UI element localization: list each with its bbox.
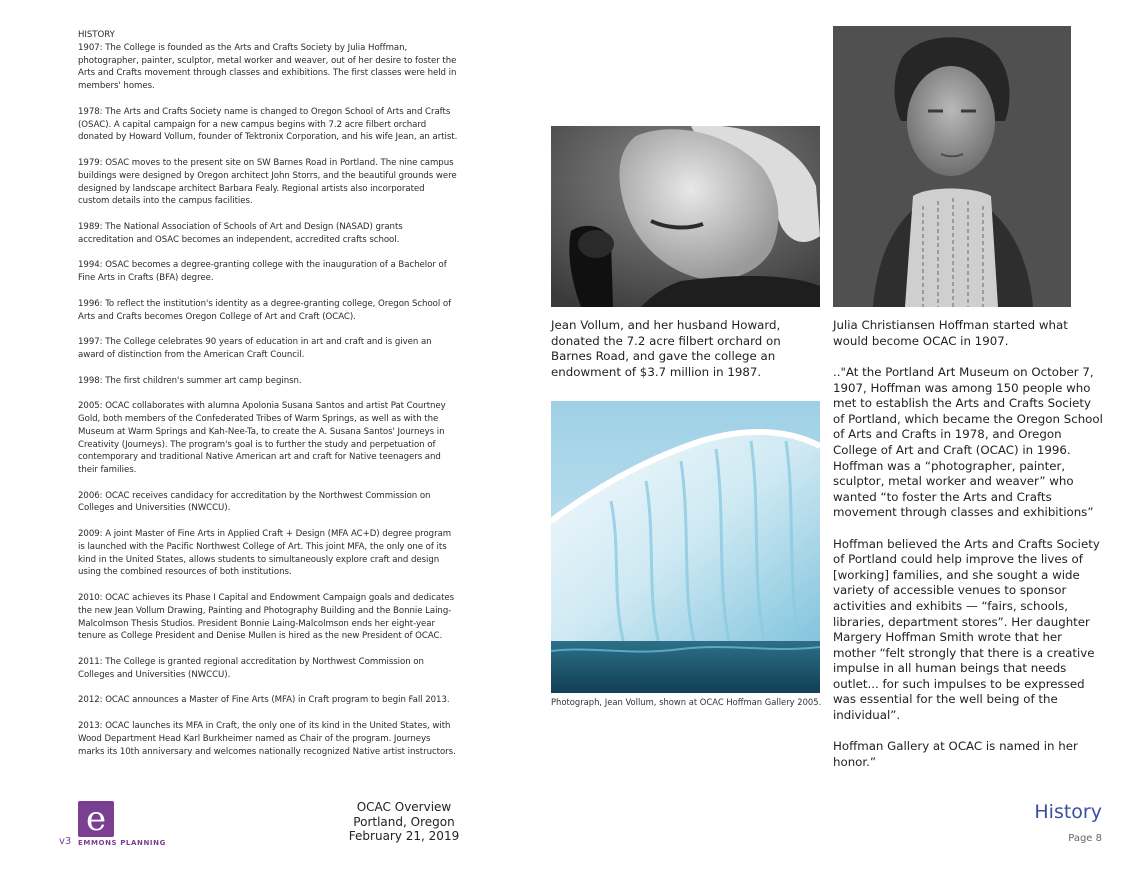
history-entry: 1979: OSAC moves to the present site on SW Barnes Road in Portland. The nine campus buildings were designed by Oregon architect John Storrs, and the beautiful grounds were designed by landscape architect Barbara Fealy. Regional artists also incorporated custom details into the campus facilities. [78,157,457,207]
quote-paragraph: Hoffman believed the Arts and Crafts Society of Portland could help improve the lives of [working] families, and she sought a wide variety of accessible venues to sponsor activities and exhibits — “fairs, schools, libraries, department stores”. Her daughter Margery Hoffman Smith wrote that her mother “felt strongly that there is a creative impulse in all human beings that needs outlet... for such impulses to be expressed was essential for the well being of the individual”. [833,536,1100,723]
quote-paragraph: .."At the Portland Art Museum on October 7, 1907, Hoffman was among 150 people who met to establish the Arts and Crafts Society of Portland, which became the Oregon School of Arts and Crafts in 1978, and Oregon College of Art and Craft (OCAC) in 1996. Hoffman was a “photographer, painter, sculptor, metal worker and weaver” who wanted “to foster the Arts and Crafts movement through classes and exhibitions” [833,365,1103,520]
history-entry: 2011: The College is granted regional accreditation by Northwest Commission on Colleges and Universities (NWCCU). [78,657,424,680]
history-entry: 2005: OCAC collaborates with alumna Apolonia Susana Santos and artist Pat Courtney Gold, both members of the Confederated Tribes of Warm Springs, as well as with the Museum at Warm Springs and Kah-Nee-Ta, to create the A. Susana Santos' Journeys in Creativity (Journeys). The program's goal is to further the study and perpetuation of contemporary and traditional Native American art and craft for Native teenagers and their families. [78,401,446,476]
history-entry: 1997: The College celebrates 90 years of education in art and craft and is given an award of distinction from the American Craft Council. [78,337,432,360]
section-title: History [1034,801,1102,823]
history-entry: 1998: The first children's summer art camp beginsn. [78,375,302,386]
history-entry: 1907: The College is founded as the Arts and Crafts Society by Julia Hoffman, photographer, painter, sculptor, metal worker and weaver, out of her desire to foster the Arts and Crafts movement through classes and exhibitions. The first classes were held in members' homes. [78,42,457,92]
document-title: OCAC Overview [356,800,452,814]
history-entry: 1996: To reflect the institution's identity as a degree-granting college, Oregon School of Arts and Crafts becomes Oregon College of Art and Craft (OCAC). [78,298,452,322]
hoffman-quote [833,365,1103,786]
emmons-logo [78,801,114,837]
history-entry: 2012: OCAC announces a Master of Fine Arts (MFA) in Craft program to begin Fall 2013. [78,695,450,706]
jean-vollum-caption: Jean Vollum, and her husband Howard, donated the 7.2 acre filbert orchard on Barnes Road, and gave the college an endowment of $3.7 million in 1987. [551,318,781,379]
iceberg-photo [551,401,820,693]
history-entry: 1989: The National Association of Schools of Art and Design (NASAD) grants accreditation and OSAC becomes an independent, accredited crafts school. [78,221,403,245]
document-info [330,800,478,844]
history-entry: 1978: The Arts and Crafts Society name is changed to Oregon School of Arts and Crafts (OSAC). A capital campaign for a new campus begins with 7.2 acre filbert orchard donated by Howard Vollum, founder of Tektronix Corporation, and his wife Jean, an artist. [78,106,458,143]
document-date: February 21, 2019 [348,829,460,843]
julia-hoffman-caption: Julia Christiansen Hoffman started what would become OCAC in 1907. [833,318,1068,348]
history-column [78,29,458,771]
logo-wordmark: EMMONS PLANNING [78,839,166,847]
version-label: v3 [59,836,72,847]
jean-vollum-photo [551,126,820,307]
julia-hoffman-photo [833,26,1071,307]
history-entry: 2010: OCAC achieves its Phase I Capital and Endowment Campaign goals and dedicates the new Jean Vollum Drawing, Painting and Photography Building and the Bonnie Laing-Malcolmson Thesis Studios. President Bonnie Laing-Malcolmson ends her eight-year tenure as College President and Denise Mullen is hired as the new President of OCAC. [78,593,455,642]
history-entry: 2013: OCAC launches its MFA in Craft, the only one of its kind in the United States, with Wood Department Head Karl Burkheimer named as Chair of the program. Journeys marks its 10th anniversary and welcomes nationally recognized Native artist instructors. [78,721,456,757]
document-location: Portland, Oregon [353,814,455,829]
history-heading: HISTORY [78,30,115,40]
history-entry: 2009: A joint Master of Fine Arts in Applied Craft + Design (MFA AC+D) degree program is launched with the Pacific Northwest College of Art. This joint MFA, the only one of its kind in the United States, allows students to simultaneously explore craft and design using the combined resources of both institutions. [78,529,452,578]
history-entry: 1994: OSAC becomes a degree-granting college with the inauguration of a Bachelor of Fine Arts in Crafts (BFA) degree. [78,260,447,284]
page-number: Page 8 [1068,833,1102,844]
logo-letter: e [85,799,107,839]
iceberg-caption: Photograph, Jean Vollum, shown at OCAC Hoffman Gallery 2005. [551,697,822,707]
quote-paragraph: Hoffman Gallery at OCAC is named in her honor.” [833,739,1078,769]
history-entry: 2006: OCAC receives candidacy for accreditation by the Northwest Commission on Colleges and Universities (NWCCU). [78,490,431,514]
